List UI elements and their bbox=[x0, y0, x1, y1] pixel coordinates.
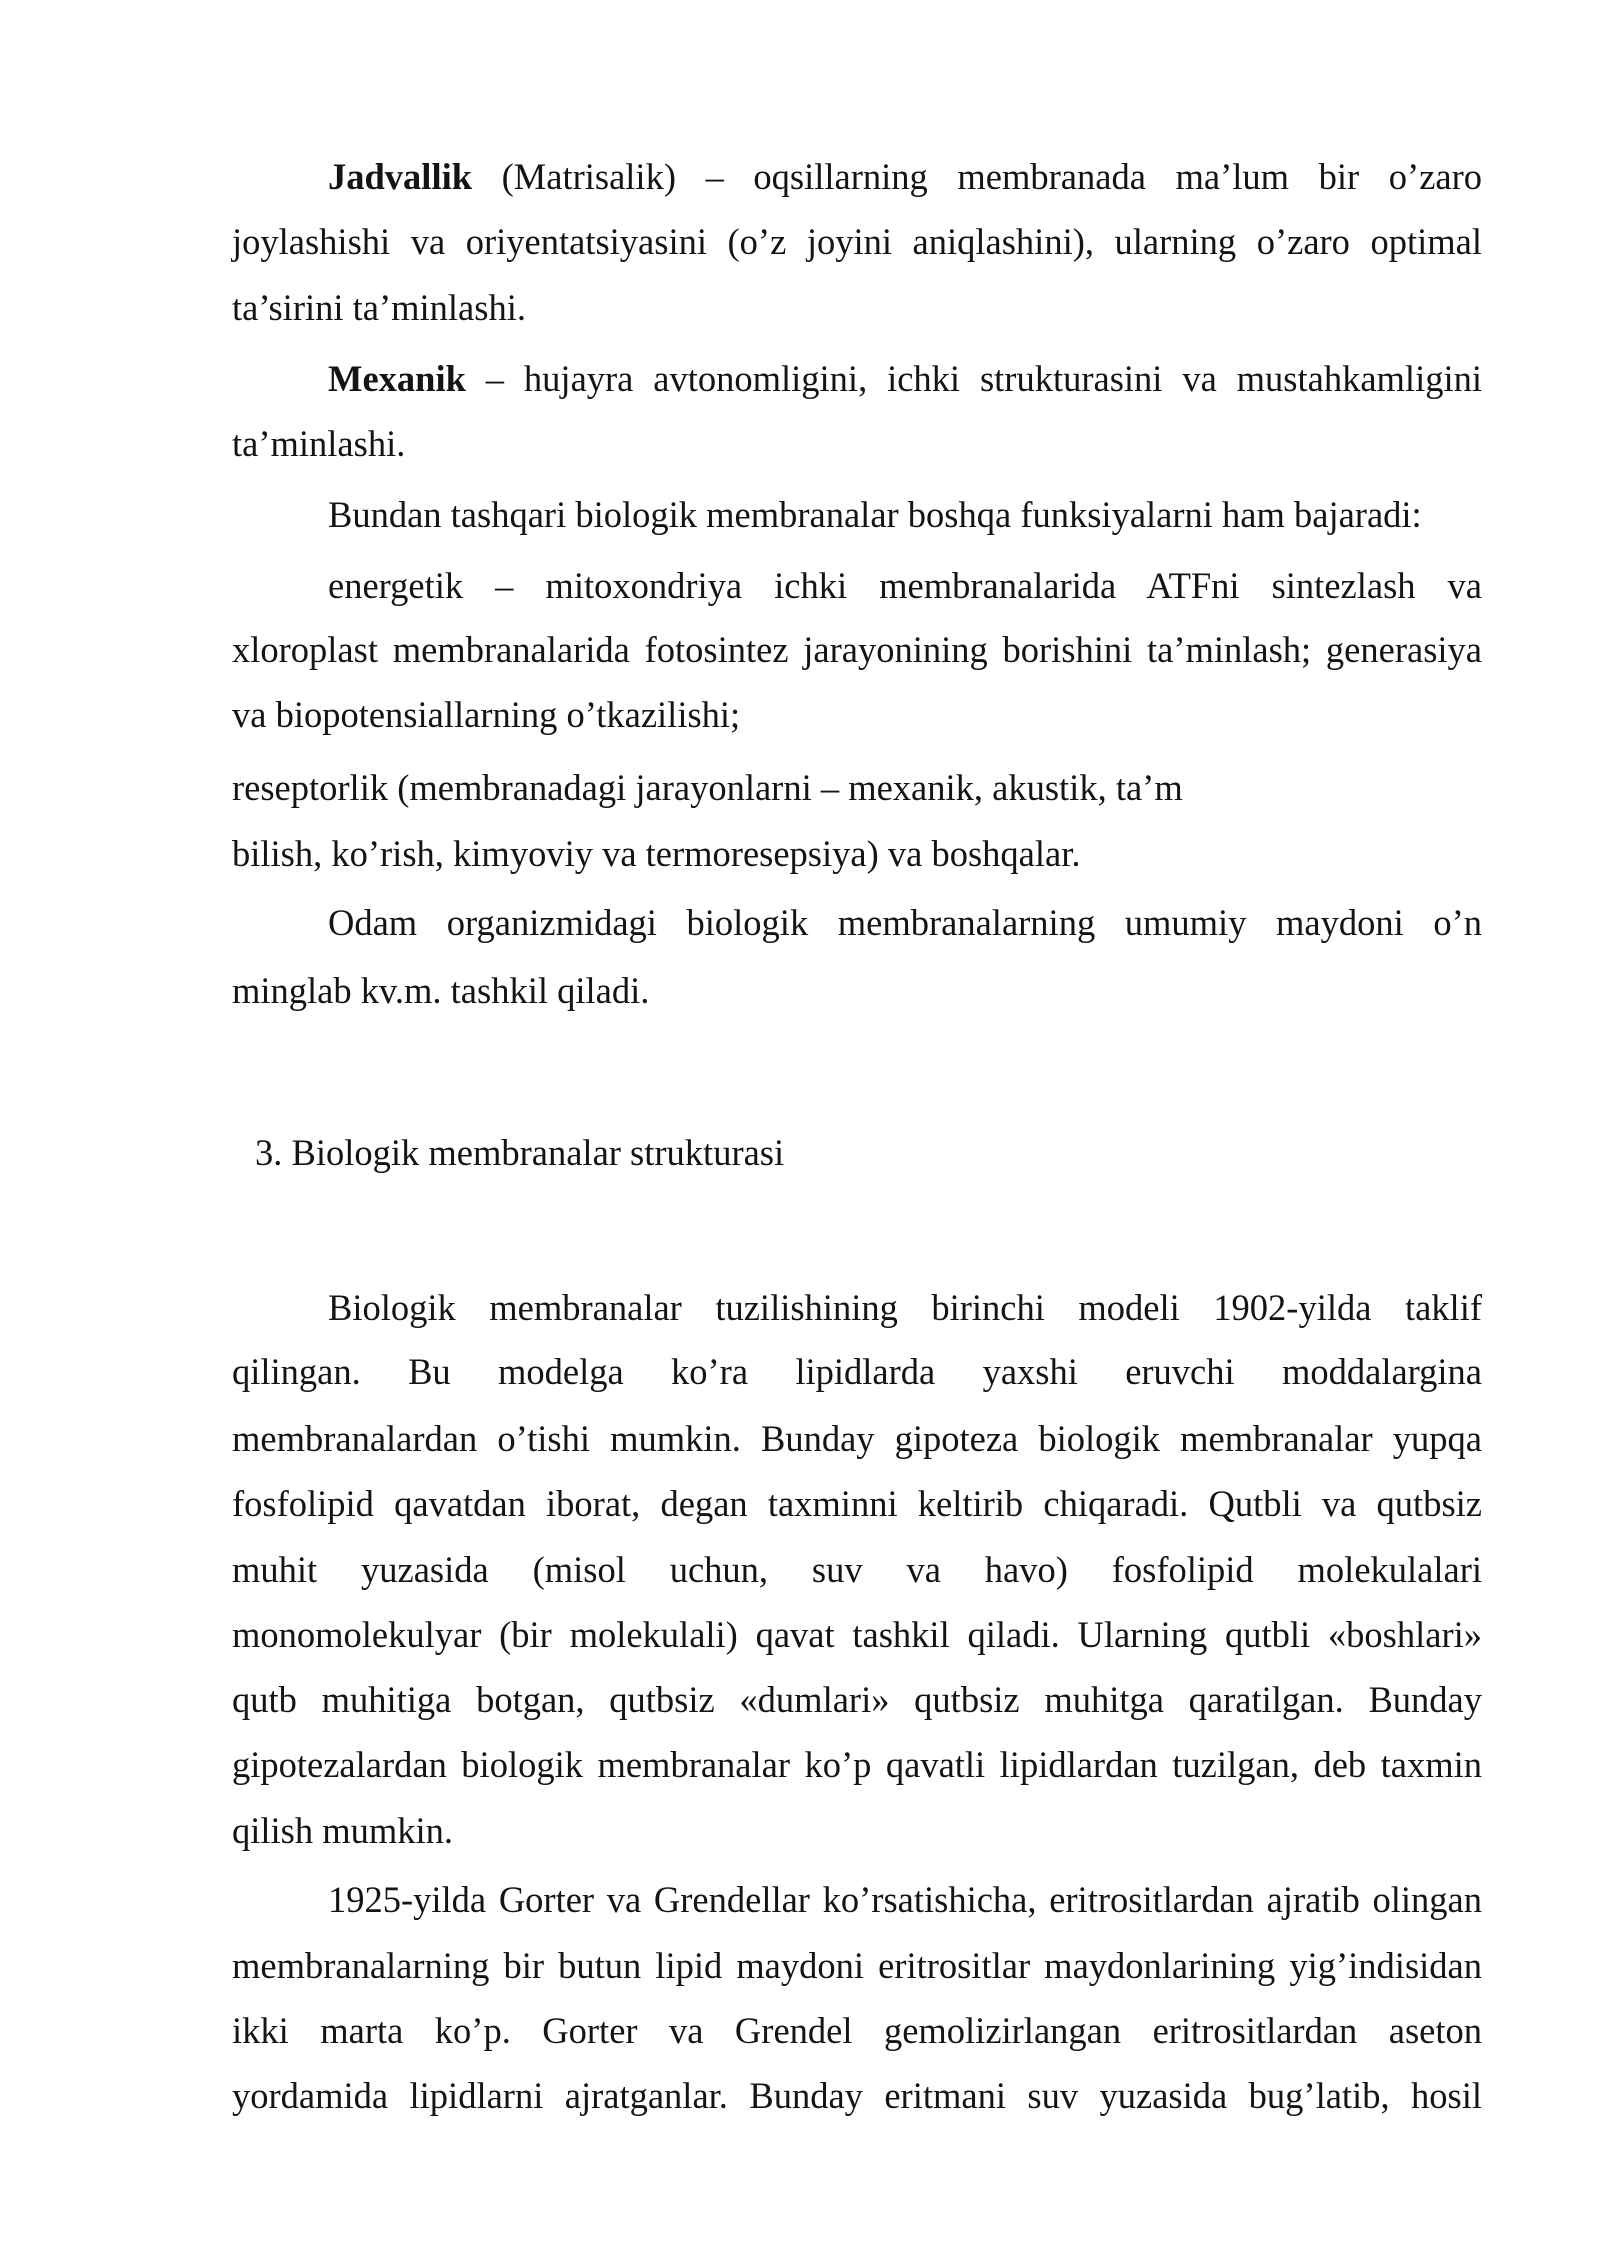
paragraph-line: membranalarning bir butun lipid maydoni eritrositlar maydonlarining yig’indisidan bbox=[232, 1945, 1482, 1986]
paragraph-line: qilingan. Bu modelga ko’ra lipidlarda yaxshi eruvchi moddalargina bbox=[232, 1351, 1482, 1392]
bold-term: Jadvallik bbox=[328, 156, 473, 197]
paragraph-line: joylashishi va oriyentatsiyasini (o’z joyini aniqlashini), ularning o’zaro optimal bbox=[232, 221, 1482, 262]
paragraph-line bbox=[328, 347, 1482, 411]
paragraph-line: qilish mumkin. bbox=[232, 1810, 454, 1851]
paragraph-line: Biologik membranalar tuzilishining birinchi modeli 1902-yilda taklif bbox=[328, 1287, 1482, 1328]
paragraph-line: 1925-yilda Gorter va Grendellar ko’rsatishicha, eritrositlardan ajratib olingan bbox=[328, 1879, 1482, 1920]
paragraph-line: minglab kv.m. tashkil qiladi. bbox=[232, 970, 650, 1011]
paragraph-line: gipotezalardan biologik membranalar ko’p qavatli lipidlardan tuzilgan, deb taxmin bbox=[232, 1744, 1482, 1785]
line-text: (Matrisalik) – oqsillarning membranada ma’lum bir o’zaro bbox=[472, 156, 1482, 197]
paragraph-line: fosfolipid qavatdan iborat, degan taxminni keltirib chiqaradi. Qutbli va qutbsiz bbox=[232, 1483, 1482, 1524]
paragraph-line: monomolekulyar (bir molekulali) qavat tashkil qiladi. Ularning qutbli «boshlari» bbox=[232, 1614, 1482, 1655]
paragraph-line: ta’sirini ta’minlashi. bbox=[232, 287, 526, 328]
paragraph-line: va biopotensiallarning o’tkazilishi; bbox=[232, 694, 741, 735]
paragraph-line: bilish, ko’rish, kimyoviy va termoresepsiya) va boshqalar. bbox=[232, 833, 1081, 874]
paragraph-line: energetik – mitoxondriya ichki membranalarida ATFni sintezlash va bbox=[328, 565, 1482, 606]
paragraph-line: ta’minlashi. bbox=[232, 423, 406, 464]
paragraph-line: ikki marta ko’p. Gorter va Grendel gemolizirlangan eritrositlardan aseton bbox=[232, 2010, 1482, 2051]
paragraph-line: Odam organizmidagi biologik membranalarning umumiy maydoni o’n bbox=[328, 902, 1482, 943]
bold-term: Mexanik bbox=[328, 358, 466, 399]
paragraph-line: muhit yuzasida (misol uchun, suv va havo) fosfolipid molekulalari bbox=[232, 1549, 1482, 1590]
paragraph-line bbox=[328, 145, 1482, 209]
paragraph-line: yordamida lipidlarni ajratganlar. Bunday eritmani suv yuzasida bug’latib, hosil bbox=[232, 2075, 1482, 2116]
paragraph-line: membranalardan o’tishi mumkin. Bunday gipoteza biologik membranalar yupqa bbox=[232, 1418, 1482, 1459]
paragraph-line: xloroplast membranalarida fotosintez jarayonining borishini ta’minlash; generasiya bbox=[232, 629, 1482, 670]
paragraph-line: reseptorlik (membranadagi jarayonlarni – mexanik, akustik, ta’m bbox=[232, 767, 1183, 808]
paragraph-line: qutb muhitiga botgan, qutbsiz «dumlari» qutbsiz muhitga qaratilgan. Bunday bbox=[232, 1679, 1482, 1720]
paragraph-line: Bundan tashqari biologik membranalar boshqa funksiyalarni ham bajaradi: bbox=[328, 494, 1422, 535]
section-heading: 3. Biologik membranalar strukturasi bbox=[255, 1132, 785, 1173]
line-text: – hujayra avtonomligini, ichki strukturasini va mustahkamligini bbox=[465, 358, 1482, 399]
